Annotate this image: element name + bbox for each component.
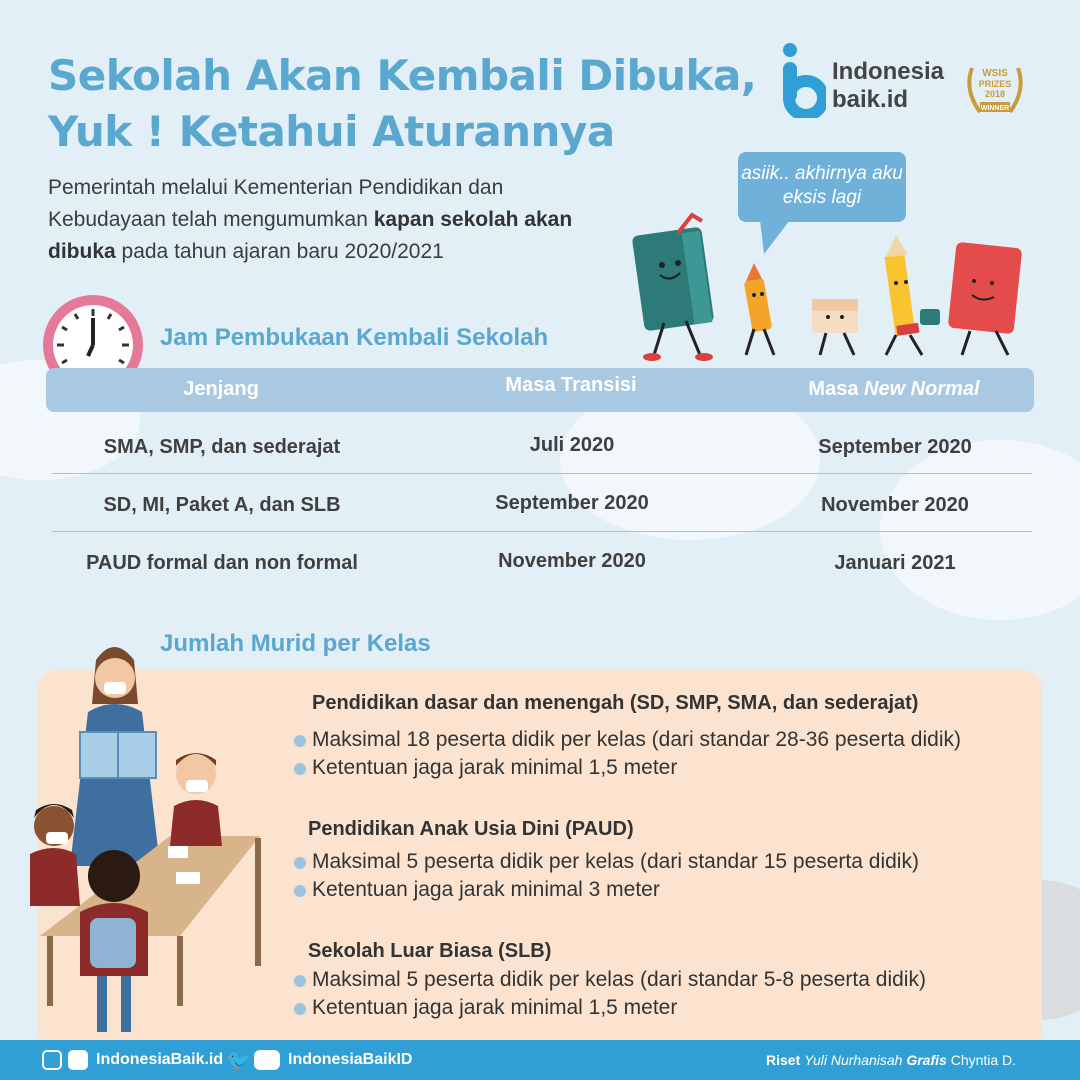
award-line-3: 2018 bbox=[984, 89, 1006, 99]
award-line-2: PRIZES bbox=[978, 79, 1012, 89]
pencil-character-icon bbox=[885, 235, 940, 355]
intro-part-2: pada tahun ajaran baru 2020/2021 bbox=[115, 240, 444, 263]
cell-new-normal: September 2020 bbox=[818, 436, 972, 458]
cell-level: SMA, SMP, dan sederajat bbox=[103, 436, 341, 458]
group-title: Pendidikan Anak Usia Dini (PAUD) bbox=[308, 818, 634, 840]
table-row bbox=[52, 416, 1032, 474]
school-supplies-illustration bbox=[630, 205, 1040, 365]
column-header-new-normal bbox=[774, 378, 1014, 401]
column-header-new-normal-italic: New Normal bbox=[864, 378, 980, 400]
column-header-transition: Masa Transisi bbox=[505, 374, 637, 396]
book-character-icon bbox=[632, 215, 715, 361]
intro-part-1: Pemerintah melalui Kementerian Pendidikan dan Kebudayaan telah mengumumkan bbox=[48, 176, 504, 231]
cell-level: PAUD formal dan non formal bbox=[86, 552, 358, 574]
speech-bubble: asiik.. akhirnya aku eksis lagi bbox=[738, 152, 906, 222]
notebook-character-icon bbox=[948, 242, 1023, 355]
column-header-new-normal-prefix: Masa bbox=[808, 378, 864, 400]
crayon-character-icon bbox=[744, 263, 774, 355]
students-section-title: Jumlah Murid per Kelas bbox=[160, 630, 431, 657]
cell-transition: November 2020 bbox=[498, 550, 646, 572]
research-label: Riset bbox=[766, 1052, 801, 1068]
award-line-1: WSIS bbox=[982, 68, 1008, 79]
student-boy-icon bbox=[30, 804, 80, 906]
list-item: Ketentuan jaga jarak minimal 1,5 meter bbox=[294, 756, 677, 780]
title-line-1: Sekolah Akan Kembali Dibuka, bbox=[48, 51, 757, 100]
cell-level: SD, MI, Paket A, dan SLB bbox=[103, 494, 341, 516]
page-title bbox=[48, 48, 756, 160]
instagram-icon[interactable] bbox=[42, 1050, 62, 1070]
brand-name-line-1: Indonesia bbox=[832, 58, 945, 85]
graphic-name: Chyntia D. bbox=[950, 1052, 1017, 1068]
schedule-table-header bbox=[46, 368, 1034, 412]
award-line-4: WINNER bbox=[980, 105, 1010, 112]
cell-new-normal: November 2020 bbox=[821, 494, 969, 516]
schedule-section-title: Jam Pembukaan Kembali Sekolah bbox=[160, 324, 549, 351]
footer-credits bbox=[766, 1052, 1016, 1068]
wsis-award-icon bbox=[962, 60, 1028, 122]
student-boy-icon bbox=[170, 753, 222, 846]
list-item: Maksimal 5 peserta didik per kelas (dari standar 5-8 peserta didik) bbox=[294, 968, 926, 992]
list-item: Ketentuan jaga jarak minimal 1,5 meter bbox=[294, 996, 677, 1020]
cell-transition: Juli 2020 bbox=[529, 434, 615, 456]
cell-transition: September 2020 bbox=[495, 492, 649, 514]
indonesiabaik-logo-icon bbox=[778, 42, 826, 118]
teacher-icon bbox=[70, 647, 160, 866]
brand-name bbox=[832, 58, 944, 114]
graphic-label: Grafis bbox=[906, 1052, 947, 1068]
eraser-character-icon bbox=[812, 299, 858, 355]
research-name: Yuli Nurhanisah bbox=[804, 1052, 903, 1068]
list-item: Ketentuan jaga jarak minimal 3 meter bbox=[294, 878, 660, 902]
footer-bar bbox=[0, 1040, 1080, 1080]
footer-handle-1[interactable]: IndonesiaBaik.id bbox=[96, 1051, 224, 1068]
classroom-illustration bbox=[10, 636, 280, 1040]
table-row bbox=[52, 534, 1032, 592]
brand-name-line-2: baik.id bbox=[832, 86, 909, 113]
footer-handle-2[interactable]: IndonesiaBaikID bbox=[288, 1051, 413, 1068]
intro-text bbox=[48, 172, 608, 268]
group-title: Sekolah Luar Biasa (SLB) bbox=[308, 940, 552, 962]
table-row bbox=[52, 474, 1032, 532]
facebook-icon[interactable] bbox=[68, 1050, 88, 1070]
student-girl-icon bbox=[80, 850, 148, 1032]
title-line-2: Yuk ! Ketahui Aturannya bbox=[48, 107, 615, 156]
list-item: Maksimal 18 peserta didik per kelas (dari standar 28-36 peserta didik) bbox=[294, 728, 961, 752]
group-title: Pendidikan dasar dan menengah (SD, SMP, SMA, dan sederajat) bbox=[312, 692, 919, 714]
column-header-level: Jenjang bbox=[183, 378, 259, 400]
list-item: Maksimal 5 peserta didik per kelas (dari standar 15 peserta didik) bbox=[294, 850, 919, 874]
youtube-icon[interactable] bbox=[254, 1050, 280, 1070]
twitter-icon[interactable]: 🐦 bbox=[226, 1050, 251, 1072]
intro-bold: kapan sekolah akan dibuka bbox=[48, 208, 573, 263]
cell-new-normal: Januari 2021 bbox=[834, 552, 956, 574]
